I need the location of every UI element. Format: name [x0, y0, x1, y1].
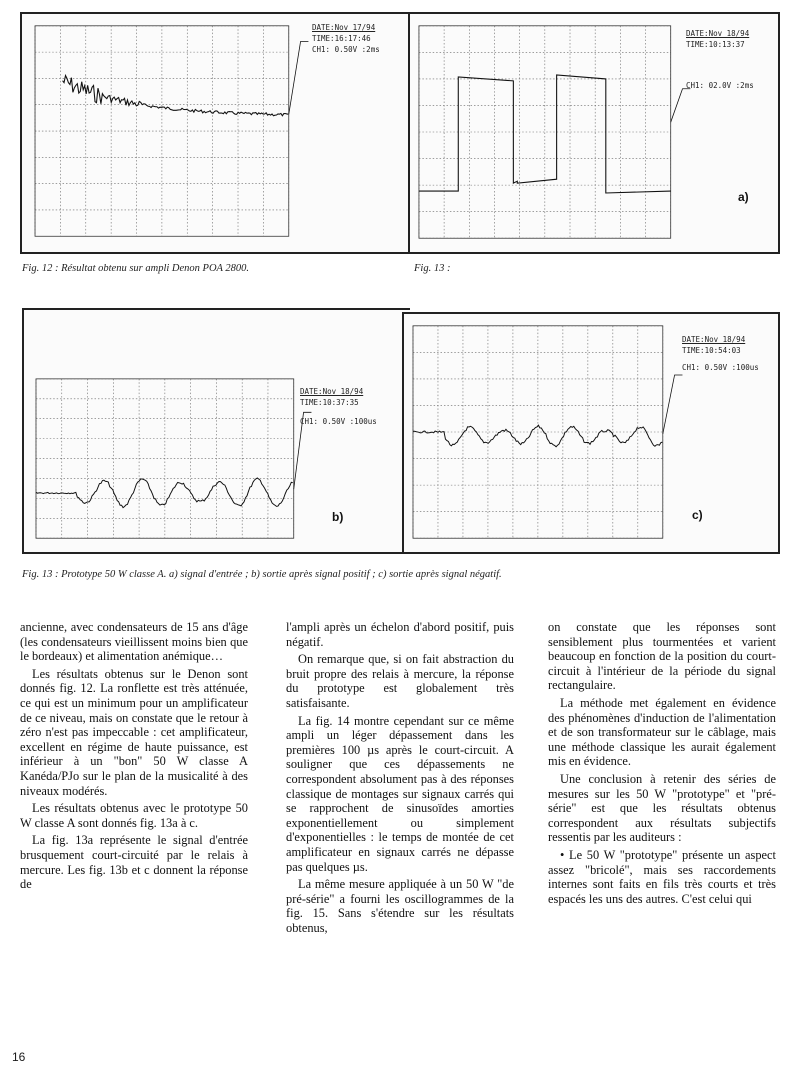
- fig13a-grid: [419, 26, 671, 238]
- fig12-time: TIME:16:17:46: [312, 34, 371, 43]
- fig13b-channel: CH1: 0.50V :100us: [300, 417, 377, 426]
- text-column-1: [20, 620, 248, 895]
- paragraph: Les résultats obtenus avec le prototype 50 W classe A sont donnés fig. 13a à c.: [20, 801, 248, 830]
- fig13c-date: DATE:Nov 18/94: [682, 335, 746, 344]
- fig13b-trace-plot: [24, 310, 410, 552]
- fig13-short-caption: Fig. 13 :: [414, 263, 451, 274]
- fig12-caption: Fig. 12 : Résultat obtenu sur ampli Denon POA 2800.: [22, 263, 249, 274]
- fig12-readout: [312, 22, 380, 55]
- fig13b-label: b): [332, 510, 344, 524]
- paragraph: La méthode met également en évidence des phénomènes d'induction de l'alimentation et de son transformateur sur le câblage, mais une méthode classique les aurait également mis en évidence.: [548, 695, 776, 769]
- paragraph: • Le 50 W "prototype" présente un aspect assez "bricolé", mais ses raccordements internes sont faits en fils très courts et très espacés les uns des autres. C'est celui qui: [548, 847, 776, 906]
- fig13a-oscillogram: [408, 12, 780, 254]
- text-column-3: [548, 620, 776, 909]
- fig12-trace: [63, 76, 289, 116]
- fig13b-time: TIME:10:37:35: [300, 398, 359, 407]
- text-column-2: [286, 620, 514, 938]
- fig13a-label: a): [738, 190, 749, 204]
- fig13a-readout: [686, 28, 754, 91]
- fig13b-oscillogram: [22, 308, 410, 554]
- fig13c-pointer-line: [663, 375, 683, 434]
- fig12-grid: [35, 26, 289, 236]
- fig13a-pointer-line: [671, 89, 691, 122]
- fig12-channel: CH1: 0.50V :2ms: [312, 45, 380, 54]
- fig12-oscillogram: [20, 12, 410, 254]
- fig12-date: DATE:Nov 17/94: [312, 23, 376, 32]
- fig13c-time: TIME:10:54:03: [682, 346, 741, 355]
- fig13a-channel: CH1: 02.0V :2ms: [686, 81, 754, 90]
- paragraph: l'ampli après un échelon d'abord positif, puis négatif.: [286, 620, 514, 649]
- fig13c-grid: [413, 326, 663, 538]
- fig13a-date: DATE:Nov 18/94: [686, 29, 750, 38]
- fig12-pointer-line: [289, 42, 309, 115]
- paragraph: ancienne, avec condensateurs de 15 ans d'âge (les condensateurs vieillissent moins bien que le bordeaux) et alimentation anémique…: [20, 620, 248, 664]
- fig13c-label: c): [692, 508, 703, 522]
- fig13c-channel: CH1: 0.50V :100us: [682, 363, 759, 372]
- fig13c-readout: [682, 334, 759, 373]
- paragraph: Les résultats obtenus sur le Denon sont donnés fig. 12. La ronflette est très atténuée, ce qui est un minimum pour un amplificateur de ce niveau, mais on constate que le retour à zéro n'est pas impeccable : cet amplificateur, excellent en régime de haute puissance, est inférieur à un "bon" 50 W classe A Kanéda/PJo sur le plan de la musicalité à des niveaux modérés.: [20, 666, 248, 798]
- paragraph: La fig. 14 montre cependant sur ce même ampli un léger dépassement dans les premières 100 µs après le court-circuit. A souligner que ces dépassements ne correspondent absolument pas à des réponses classique de montages sur signaux carrés qui se rapprochent de sinusoïdes amorties exponentiellement ou simplement d'exponentielles : le temps de montée de cet amplificateur en signaux carrés ne dépasse pas quelques µs.: [286, 713, 514, 874]
- paragraph: On remarque que, si on fait abstraction du bruit propre des relais à mercure, la réponse du prototype est globalement très satisfaisante.: [286, 652, 514, 710]
- fig13b-readout: [300, 386, 377, 427]
- page-number: 16: [12, 1050, 26, 1064]
- fig13b-grid: [36, 379, 294, 538]
- paragraph: La même mesure appliquée à un 50 W "de pré-série" a fourni les oscillogrammes de la fig. 15. Sans s'étendre sur les résultats obtenus,: [286, 877, 514, 935]
- paragraph: Une conclusion à retenir des séries de mesures sur les 50 W "prototype" et "pré-série" est que les résultats obtenus correspondent aux résultats subjectifs ressentis par les auditeurs :: [548, 771, 776, 845]
- paragraph: on constate que les réponses sont sensiblement plus tourmentées et varient beaucoup en fonction de la position du court-circuit à l'intérieur de la période du signal rectangulaire.: [548, 620, 776, 693]
- fig13-caption: Fig. 13 : Prototype 50 W classe A. a) signal d'entrée ; b) sortie après signal positif ; c) sortie après signal négatif.: [22, 569, 502, 580]
- fig13a-time: TIME:10:13:37: [686, 40, 745, 49]
- paragraph: La fig. 13a représente le signal d'entrée brusquement court-circuité par le relais à mercure. Les fig. 13b et c donnent la réponse de: [20, 833, 248, 892]
- fig13c-oscillogram: [402, 312, 780, 554]
- fig13b-trace: [36, 478, 293, 508]
- fig13b-date: DATE:Nov 18/94: [300, 387, 364, 396]
